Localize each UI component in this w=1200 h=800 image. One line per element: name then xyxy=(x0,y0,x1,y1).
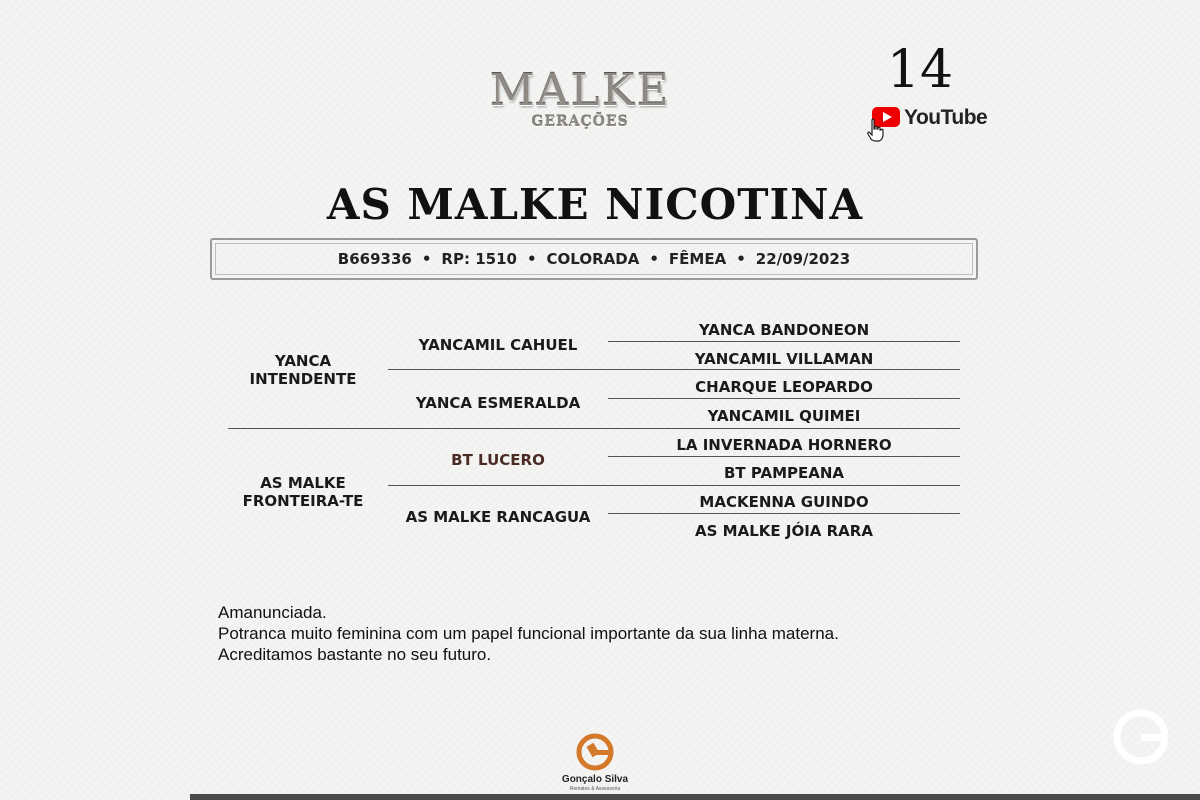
pedigree-dam-sire: BT LUCERO xyxy=(451,451,545,469)
sex: FÊMEA xyxy=(668,250,727,268)
separator: • xyxy=(649,250,659,268)
pedigree-divider xyxy=(228,428,960,429)
pedigree-ancestor: YANCAMIL QUIMEI xyxy=(707,407,861,425)
pedigree-sire: YANCA INTENDENTE xyxy=(249,352,357,388)
pedigree-sire-sire: YANCAMIL CAHUEL xyxy=(418,336,578,354)
pedigree-divider xyxy=(608,456,960,457)
pedigree-ancestor: YANCAMIL VILLAMAN xyxy=(694,350,874,368)
pedigree-ancestor: MACKENNA GUINDO xyxy=(699,493,869,511)
description xyxy=(218,602,1018,665)
description-line: Acreditamos bastante no seu futuro. xyxy=(218,645,492,664)
hand-pointer-icon xyxy=(866,118,886,142)
rp-value: 1510 xyxy=(475,250,517,268)
logo-name: MALKE xyxy=(489,65,671,116)
birth-date: 22/09/2023 xyxy=(755,250,851,268)
footer-brand: Gonçalo Silva xyxy=(561,774,629,785)
pedigree-divider xyxy=(608,513,960,514)
malke-logo xyxy=(470,65,690,134)
coat-color: COLORADA xyxy=(546,250,640,268)
pedigree-divider xyxy=(388,369,960,370)
description-line: Amanunciada. xyxy=(218,603,327,622)
separator: • xyxy=(736,250,746,268)
footer-tagline: Remates & Assessoria xyxy=(569,786,621,792)
footer-bar xyxy=(190,794,1200,800)
pedigree-ancestor: CHARQUE LEOPARDO xyxy=(695,378,873,396)
pedigree-ancestor: YANCA BANDONEON xyxy=(698,321,870,339)
pedigree-divider xyxy=(388,485,960,486)
lot-number: 14 xyxy=(886,40,954,100)
youtube-label: YouTube xyxy=(904,106,988,129)
logo-subtitle: GERAÇÕES xyxy=(531,114,629,130)
pedigree-divider xyxy=(608,341,960,342)
animal-name: AS MALKE NICOTINA xyxy=(326,180,864,229)
pedigree-ancestor: AS MALKE JÓIA RARA xyxy=(695,522,873,540)
pedigree-dam: AS MALKE FRONTEIRA-TE xyxy=(242,474,364,510)
separator: • xyxy=(421,250,432,268)
separator: • xyxy=(526,250,537,268)
goncalo-silva-emblem-icon xyxy=(575,732,615,772)
description-line: Potranca muito feminina com um papel funcional importante da sua linha materna. xyxy=(218,624,839,643)
watermark-g-icon xyxy=(1108,704,1174,770)
registration-number: B669336 xyxy=(337,250,412,268)
pedigree-divider xyxy=(608,398,960,399)
youtube-link[interactable] xyxy=(866,104,988,144)
goncalo-silva-logo xyxy=(555,732,635,792)
pedigree-ancestor: BT PAMPEANA xyxy=(723,464,845,482)
pedigree-sire-dam: YANCA ESMERALDA xyxy=(415,394,581,412)
pedigree-ancestor: LA INVERNADA HORNERO xyxy=(676,436,892,454)
rp-label: RP: xyxy=(441,250,470,268)
animal-info-banner xyxy=(210,238,978,280)
pedigree-dam-dam: AS MALKE RANCAGUA xyxy=(405,508,591,526)
